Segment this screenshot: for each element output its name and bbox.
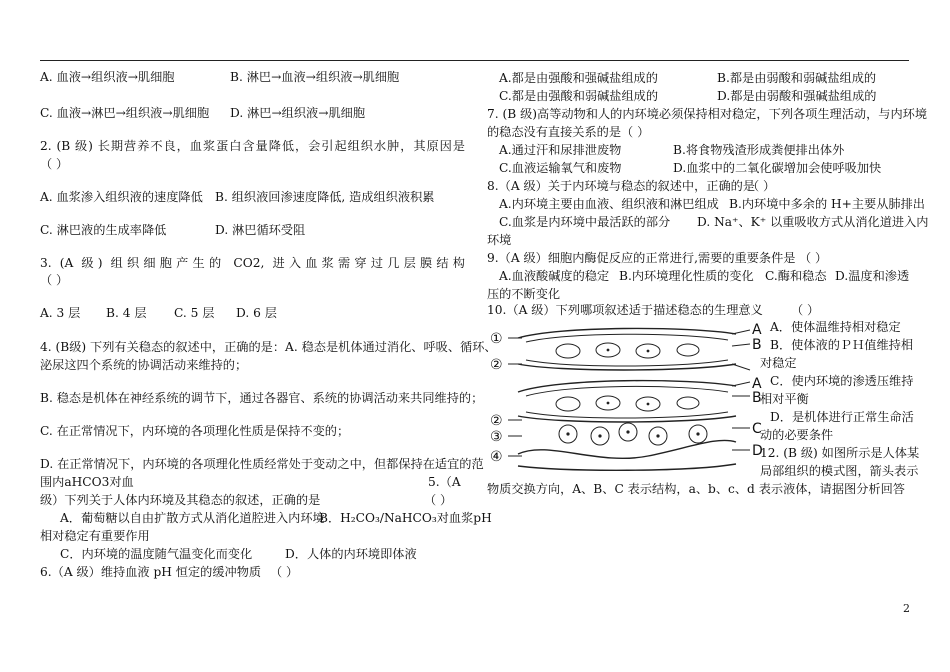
q5-stem: 级）下列关于人体内环境及其稳态的叙述，正确的是 <box>40 493 321 507</box>
q6-option-c: C.都是由强酸和弱碱盐组成的 <box>499 89 659 103</box>
q2-option-a: A. 血浆渗入组织液的速度降低 <box>40 190 203 204</box>
q8-stem: 8.（A 级）关于内环境与稳态的叙述中，正确的是 <box>487 179 756 193</box>
q2-paren: （ ） <box>40 157 69 171</box>
q6-option-d: D.都是由弱酸和强碱盐组成的 <box>717 89 877 103</box>
tissue-diagram <box>488 316 773 472</box>
q7-option-d: D.血浆中的二氧化碳增加会使呼吸加快 <box>673 161 882 175</box>
q4-option-b: B. 稳态是机体在神经系统的调节下，通过各器官、系统的协调活动来共同维持的； <box>40 391 484 405</box>
q10-option-d: D．是机体进行正常生命活 <box>770 410 914 424</box>
q8-option-b: B.内环境中多余的 H+主要从肺排出 <box>729 197 925 211</box>
q8-option-a: A.内环境主要由血液、组织液和淋巴组成 <box>499 197 719 211</box>
q6-option-a: A.都是由强酸和强碱盐组成的 <box>499 71 658 85</box>
q2-option-b: B. 组织液回渗速度降低, 造成组织液积累 <box>215 190 435 204</box>
q9-stem: 9.（A 级）细胞内酶促反应的正常进行,需要的重要条件是 <box>487 251 796 265</box>
figure-label-b2: B <box>752 390 762 406</box>
figure-label-d: D <box>752 443 763 459</box>
q8-option-d: D. Na⁺、K⁺ 以重吸收方式从消化道进入内 <box>697 215 929 229</box>
q9-paren: （ ） <box>799 251 828 265</box>
q10-option-b: B．使体液的ＰＨ值维持相 <box>770 338 914 352</box>
q7-option-b: B.将食物残渣形成粪便排出体外 <box>673 143 845 157</box>
q3-option-a: A. 3 层 <box>40 306 81 320</box>
q10-option-c-cont: 相对平衡 <box>760 392 809 406</box>
q1-option-a: A. 血液→组织液→肌细胞 <box>40 70 175 84</box>
q3-option-c: C. 5 层 <box>174 306 215 320</box>
q9-option-b: B.内环境理化性质的变化 <box>619 269 754 283</box>
q10-option-d-cont: 动的必要条件 <box>760 428 834 442</box>
q10-option-c: C．使内环境的渗透压维持 <box>770 374 914 388</box>
q10-paren: （ ） <box>791 303 820 317</box>
q12-stem: 12. (B 级) 如图所示是人体某 <box>760 446 920 460</box>
figure-label-4: ④ <box>490 449 503 465</box>
q7-stem-cont: 的稳态没有直接关系的是（ ） <box>487 125 650 139</box>
q3-paren: （ ） <box>40 273 69 287</box>
header-rule <box>40 60 909 61</box>
q7-stem: 7. (B 级)高等动物和人的内环境必须保持相对稳定，下列各项生理活动，与内环境 <box>487 107 928 121</box>
q4-stem-cont: 泌尿这四个系统的协调活动来维持的； <box>40 358 248 372</box>
q2-option-c: C. 淋巴液的生成率降低 <box>40 223 167 237</box>
q9-option-d-cont: 压的不断变化 <box>487 287 561 301</box>
q8-paren: （ ） <box>747 179 776 193</box>
q5-option-b-cont: 相对稳定有重要作用 <box>40 529 150 543</box>
q3-option-b: B. 4 层 <box>106 306 147 320</box>
q2-option-d: D. 淋巴循环受阻 <box>215 223 306 237</box>
q9-option-a: A.血液酸碱度的稳定 <box>499 269 610 283</box>
q10-stem: 10.（A 级）下列哪项叙述适于描述稳态的生理意义 <box>487 303 763 317</box>
q4-stem: 4. (B级) 下列有关稳态的叙述中，正确的是：A. 稳态是机体通过消化、呼吸、循环、 <box>40 340 497 354</box>
q8-option-d-cont: 环境 <box>487 233 512 247</box>
q8-option-c: C.血浆是内环境中最活跃的部分 <box>499 215 671 229</box>
q9-option-d: D.温度和渗透 <box>835 269 910 283</box>
q5-option-b: B．H₂CO₃/NaHCO₃对血浆pH <box>319 511 492 525</box>
q10-option-b-cont: 对稳定 <box>760 356 797 370</box>
q5-option-a: A．葡萄糖以自由扩散方式从消化道腔进入内环境 <box>60 511 325 525</box>
q6-stem: 6.（A 级）维持血液 pH 恒定的缓冲物质 <box>40 565 262 579</box>
q3-stem: 3. (A 级) 组织细胞产生的 CO2, 进入血浆需穿过几层膜结构 <box>40 256 465 270</box>
q12-stem-end: 物质交换方向，A、B、C 表示结构，a、b、c、d 表示液体，请据图分析回答 <box>487 482 905 496</box>
figure-label-a: A <box>752 322 762 338</box>
q1-option-b: B. 淋巴→血液→组织液→肌细胞 <box>230 70 400 84</box>
figure-label-c: C <box>752 421 762 437</box>
q5-paren: （ ） <box>424 493 453 507</box>
figure-label-3: ③ <box>490 429 503 445</box>
q1-option-c: C. 血液→淋巴→组织液→肌细胞 <box>40 106 210 120</box>
figure-label-a2: A <box>752 376 762 392</box>
q4-option-d-cont: 围内aHCO3对血 <box>40 475 134 489</box>
q3-option-d: D. 6 层 <box>236 306 277 320</box>
q4-option-c: C. 在正常情况下，内环境的各项理化性质是保持不变的； <box>40 424 350 438</box>
q1-option-d: D. 淋巴→组织液→肌细胞 <box>230 106 366 120</box>
q2-stem: 2. (B 级) 长期营养不良，血浆蛋白含量降低，会引起组织水肿，其原因是 <box>40 139 465 153</box>
q12-stem-cont: 局部组织的模式图，箭头表示 <box>760 464 919 478</box>
q10-option-a: A．使体温维持相对稳定 <box>770 320 901 334</box>
q6-option-b: B.都是由弱酸和弱碱盐组成的 <box>717 71 877 85</box>
figure-label-2: ② <box>490 357 503 373</box>
q9-option-c: C.酶和稳态 <box>765 269 827 283</box>
page-number: 2 <box>903 602 910 615</box>
figure-label-2b: ② <box>490 413 503 429</box>
q6-paren: （ ） <box>270 565 299 579</box>
q5-option-d: D．人体的内环境即体液 <box>285 547 417 561</box>
q7-option-c: C.血液运输氧气和废物 <box>499 161 622 175</box>
q7-option-a: A.通过汗和尿排泄废物 <box>499 143 622 157</box>
figure-label-1: ① <box>490 331 503 347</box>
q5-option-c: C．内环境的温度随气温变化而变化 <box>60 547 253 561</box>
q4-option-d: D. 在正常情况下，内环境的各项理化性质经常处于变动之中，但都保持在适宜的范 <box>40 457 484 471</box>
figure-label-b: B <box>752 337 762 353</box>
q5-number: 5.（A <box>428 475 461 489</box>
